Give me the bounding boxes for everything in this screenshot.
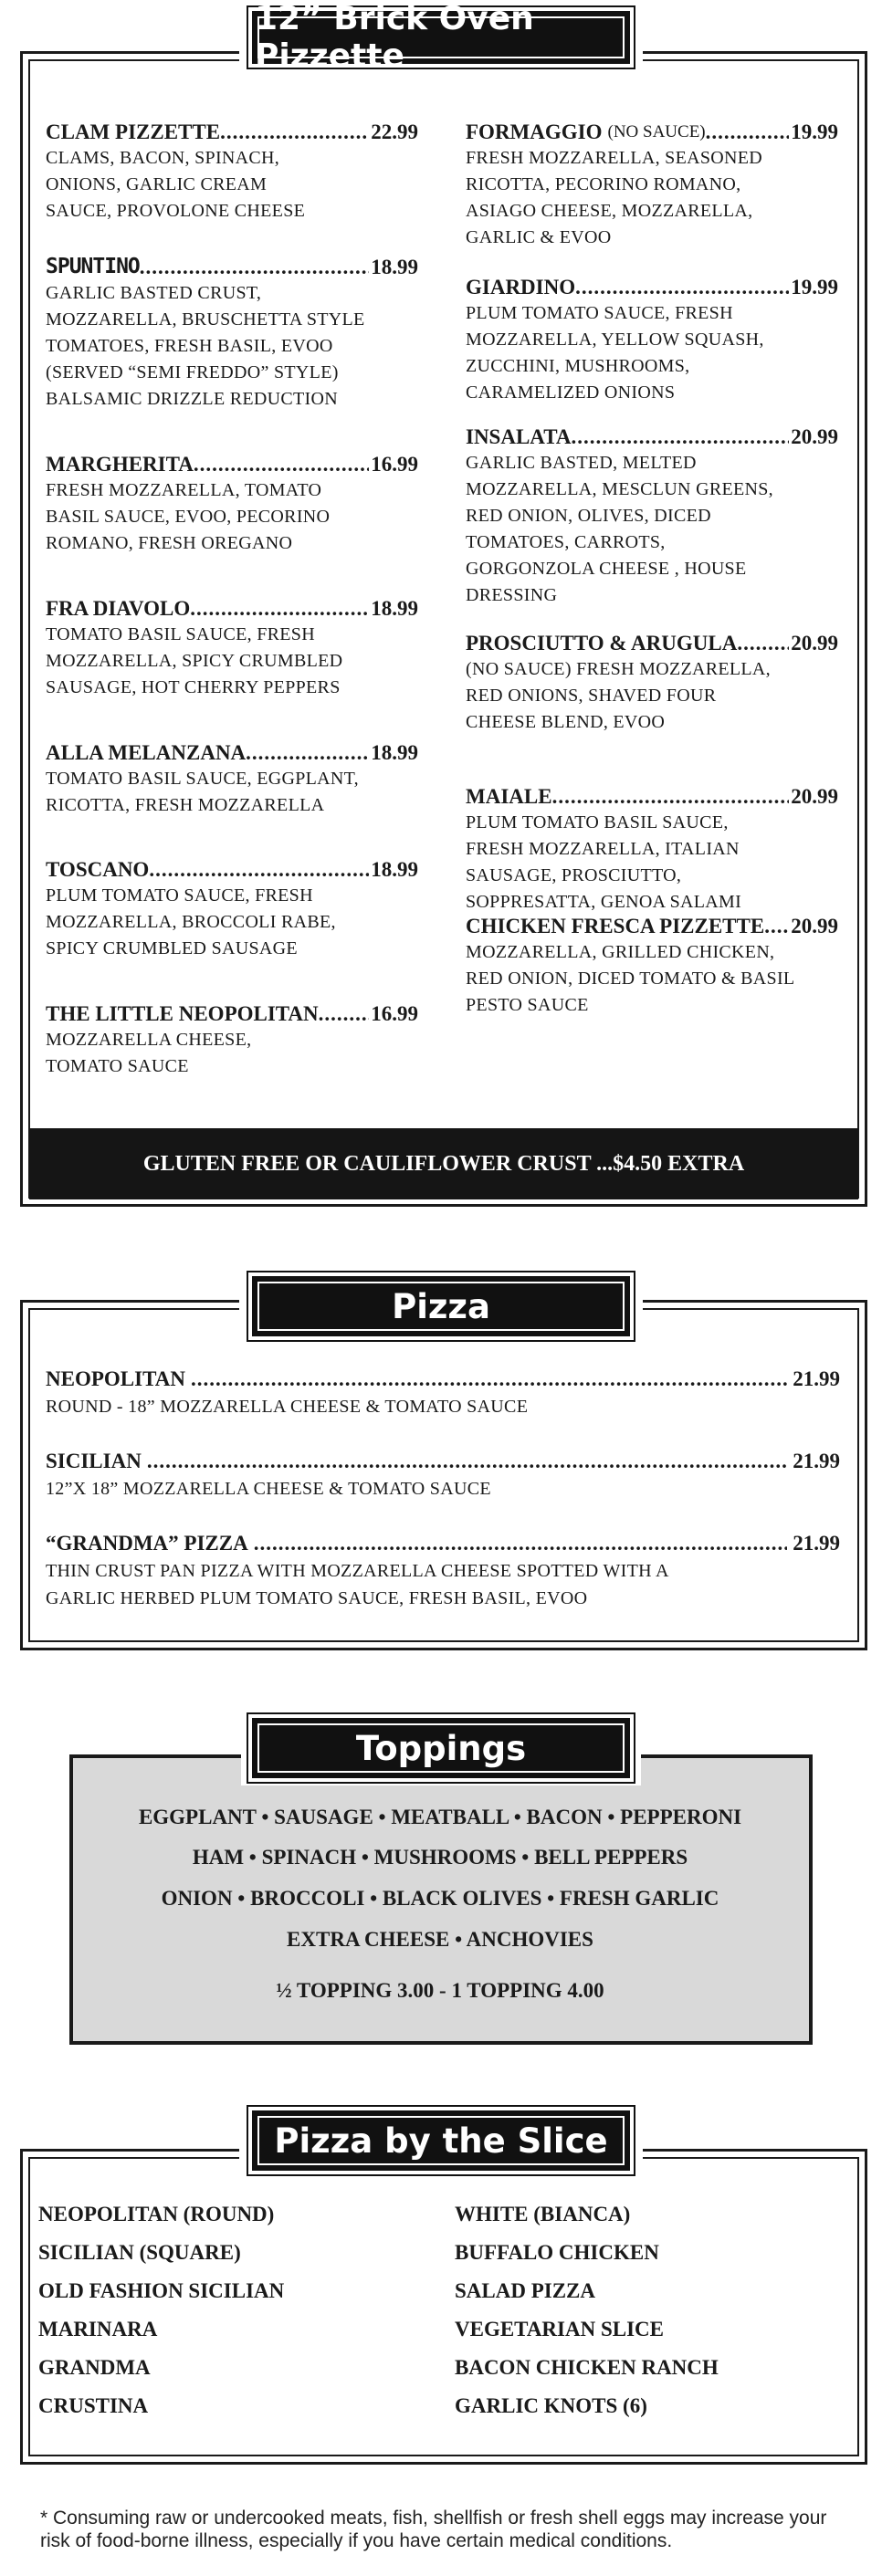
leader-dots	[220, 119, 369, 145]
item-name: FRA DIAVOLO	[46, 597, 191, 620]
item-description-line: ASIAGO CHEESE, MOZZARELLA,	[466, 201, 753, 221]
slice-item: WHITE (BIANCA)	[455, 2203, 631, 2225]
item-name: ALLA MELANZANA	[46, 741, 247, 764]
toppings-title-banner	[252, 1718, 630, 1778]
item-price: 18.99	[371, 858, 418, 881]
menu-item	[466, 274, 838, 406]
item-price: 22.99	[371, 120, 418, 143]
item-description-line: SPICY CRUMBLED SAUSAGE	[46, 938, 298, 958]
item-description-line: RICOTTA, FRESH MOZZARELLA	[46, 795, 325, 815]
item-description-line: SAUSAGE, PROSCIUTTO,	[466, 865, 682, 885]
menu-item	[466, 783, 838, 916]
item-price: 20.99	[791, 915, 838, 937]
leader-dots	[575, 274, 789, 300]
item-description-line: GARLIC HERBED PLUM TOMATO SAUCE, FRESH BASIL, EVOO	[46, 1588, 588, 1608]
menu-item	[466, 913, 838, 1019]
menu-item	[46, 254, 418, 413]
item-description-line: TOMATO SAUCE	[46, 1056, 189, 1076]
item-price: 18.99	[371, 256, 418, 278]
item-name: MAIALE	[466, 785, 552, 808]
slice-item: CRUSTINA	[38, 2394, 149, 2417]
item-name: SICILIAN	[46, 1450, 142, 1472]
item-description-line: SOPPRESATTA, GENOA SALAMI	[466, 892, 742, 912]
item-price: 19.99	[791, 120, 838, 143]
leader-dots	[246, 739, 369, 766]
item-description-line: FRESH MOZZARELLA, SEASONED	[466, 148, 763, 168]
slice-item: SALAD PIZZA	[455, 2279, 596, 2302]
item-description-line: MOZZARELLA CHEESE,	[46, 1030, 252, 1050]
item-name: MARGHERITA	[46, 453, 194, 476]
pizza-title-banner	[252, 1276, 630, 1336]
item-description-line: PLUM TOMATO SAUCE, FRESH	[46, 885, 313, 906]
item-description-line: FRESH MOZZARELLA, ITALIAN	[466, 839, 740, 859]
slice-item: NEOPOLITAN (ROUND)	[38, 2203, 275, 2225]
item-description-line: MOZZARELLA, SPICY CRUMBLED	[46, 651, 343, 671]
toppings-prices: ½ TOPPING 3.00 - 1 TOPPING 4.00	[276, 1979, 604, 2002]
item-price: 18.99	[371, 597, 418, 620]
pizzette-footer-bar	[29, 1128, 858, 1199]
slice-item: GRANDMA	[38, 2356, 151, 2379]
item-description-line: ROMANO, FRESH OREGANO	[46, 533, 293, 553]
pizza-item	[46, 1366, 840, 1420]
item-name: NEOPOLITAN	[46, 1367, 185, 1390]
item-description-line: GARLIC BASTED CRUST,	[46, 283, 262, 303]
item-description-line: TOMATO BASIL SAUCE, EGGPLANT,	[46, 769, 359, 789]
item-description-line: MOZZARELLA, YELLOW SQUASH,	[466, 330, 764, 350]
toppings-line-4: EXTRA CHEESE • ANCHOVIES	[287, 1928, 593, 1951]
menu-item	[46, 119, 418, 225]
menu-item	[46, 451, 418, 557]
item-name: “GRANDMA” PIZZA	[46, 1532, 248, 1555]
item-price: 21.99	[793, 1450, 840, 1472]
menu-item	[466, 630, 838, 736]
item-price: 18.99	[371, 741, 418, 764]
item-name: FORMAGGIO	[466, 120, 603, 143]
menu-item	[46, 595, 418, 701]
item-description-line: PLUM TOMATO SAUCE, FRESH	[466, 303, 733, 323]
slice-item: MARINARA	[38, 2318, 158, 2340]
menu-item	[466, 119, 838, 251]
item-description-line: RICOTTA, PECORINO ROMANO,	[466, 174, 741, 194]
item-price: 21.99	[793, 1367, 840, 1390]
item-description-line: SAUSAGE, HOT CHERRY PEPPERS	[46, 677, 341, 697]
item-name: PROSCIUTTO & ARUGULA	[466, 632, 738, 654]
leader-dots	[764, 913, 789, 939]
item-price: 20.99	[791, 425, 838, 448]
item-description-line: GARLIC BASTED, MELTED	[466, 453, 697, 473]
leader-dots	[147, 1448, 787, 1475]
pizzette-title-banner	[252, 0, 630, 75]
leader-dots	[552, 783, 790, 810]
item-description-line: ZUCCHINI, MUSHROOMS,	[466, 356, 690, 376]
pizzette-footer-text: GLUTEN FREE OR CAULIFLOWER CRUST ...$4.50 EXTRA	[142, 1151, 745, 1176]
item-description-line: CARAMELIZED ONIONS	[466, 382, 676, 403]
item-description-line: RED ONION, DICED TOMATO & BASIL	[466, 969, 795, 989]
item-description-line: MOZZARELLA, GRILLED CHICKEN,	[466, 942, 775, 962]
menu-item	[46, 1000, 418, 1080]
leader-dots	[149, 856, 369, 883]
item-description-line: RED ONION, OLIVES, DICED	[466, 506, 711, 526]
item-price: 20.99	[791, 632, 838, 654]
item-description-line: PESTO SAUCE	[466, 995, 589, 1015]
item-description-line: ONIONS, GARLIC CREAM	[46, 174, 268, 194]
item-description-line: (SERVED “SEMI FREDDO” STYLE)	[46, 362, 339, 382]
item-description-line: PLUM TOMATO BASIL SAUCE,	[466, 812, 729, 832]
item-name: INSALATA	[466, 425, 572, 448]
item-description-line: TOMATOES, FRESH BASIL, EVOO	[46, 336, 333, 356]
slice-item: GARLIC KNOTS (6)	[455, 2394, 647, 2417]
item-price: 16.99	[371, 1002, 418, 1025]
item-price: 19.99	[791, 276, 838, 298]
menu-item	[46, 856, 418, 962]
pizzette-title: 12” Brick Oven Pizzette	[255, 0, 534, 75]
item-description-line: BASIL SAUCE, EVOO, PECORINO	[46, 507, 331, 527]
item-description-line: CLAMS, BACON, SPINACH,	[46, 148, 280, 168]
item-name: SPUNTINO	[46, 255, 140, 278]
toppings-line-2: HAM • SPINACH • MUSHROOMS • BELL PEPPERS	[192, 1846, 688, 1869]
item-name: TOSCANO	[46, 858, 150, 881]
item-description-line: RED ONIONS, SHAVED FOUR	[466, 686, 717, 706]
leader-dots	[190, 595, 369, 622]
slices-title-banner	[252, 2110, 630, 2171]
item-description-line: GARLIC & EVOO	[466, 227, 612, 247]
slice-item: VEGETARIAN SLICE	[455, 2318, 664, 2340]
item-description-line: MOZZARELLA, BRUSCHETTA STYLE	[46, 309, 365, 330]
item-description-line: TOMATOES, CARROTS,	[466, 532, 666, 552]
pizza-item	[46, 1530, 840, 1612]
item-description-line: CHEESE BLEND, EVOO	[466, 712, 666, 732]
item-price: 21.99	[793, 1532, 840, 1555]
item-price: 16.99	[371, 453, 418, 476]
allergy-footnote: * Consuming raw or undercooked meats, fish, shellfish or fresh shell eggs may increase your risk of food-borne illness, especially if you have certain medical conditions.	[40, 2508, 827, 2551]
pizza-item	[46, 1448, 840, 1503]
leader-dots	[140, 254, 369, 280]
item-price: 20.99	[791, 785, 838, 808]
item-name: CLAM PIZZETTE	[46, 120, 221, 143]
leader-dots	[571, 424, 789, 450]
leader-dots	[191, 1366, 787, 1393]
item-description-line: GORGONZOLA CHEESE , HOUSE	[466, 559, 747, 579]
toppings-line-1: EGGPLANT • SAUSAGE • MEATBALL • BACON • PEPPERONI	[138, 1806, 742, 1828]
toppings-line-3: ONION • BROCCOLI • BLACK OLIVES • FRESH GARLIC	[161, 1887, 719, 1910]
leader-dots	[194, 451, 369, 477]
item-name: CHICKEN FRESCA PIZZETTE	[466, 915, 765, 937]
item-description-line: ROUND - 18” MOZZARELLA CHEESE & TOMATO SAUCE	[46, 1397, 529, 1417]
item-name: THE LITTLE NEOPOLITAN	[46, 1002, 319, 1025]
leader-dots	[706, 119, 790, 145]
slice-item: OLD FASHION SICILIAN	[38, 2279, 285, 2302]
leader-dots	[319, 1000, 370, 1027]
slice-item: BUFFALO CHICKEN	[455, 2241, 659, 2264]
item-name: GIARDINO	[466, 276, 576, 298]
slices-title: Pizza by the Slice	[274, 2120, 608, 2161]
item-description-line: THIN CRUST PAN PIZZA WITH MOZZARELLA CHEESE SPOTTED WITH A	[46, 1561, 669, 1581]
item-description-line: (NO SAUCE) FRESH MOZZARELLA,	[466, 659, 771, 679]
slice-item: BACON CHICKEN RANCH	[455, 2356, 719, 2379]
menu-item	[466, 424, 838, 609]
item-description-line: 12”X 18” MOZZARELLA CHEESE & TOMATO SAUCE	[46, 1479, 491, 1499]
item-description-line: SAUCE, PROVOLONE CHEESE	[46, 201, 306, 221]
item-description-line: MOZZARELLA, MESCLUN GREENS,	[466, 479, 773, 499]
item-note: (NO SAUCE)	[607, 122, 706, 141]
item-description-line: DRESSING	[466, 585, 558, 605]
toppings-title: Toppings	[355, 1728, 527, 1768]
slice-item: SICILIAN (SQUARE)	[38, 2241, 241, 2264]
leader-dots	[254, 1530, 788, 1557]
item-description-line: FRESH MOZZARELLA, TOMATO	[46, 480, 322, 500]
menu-item	[46, 739, 418, 819]
item-description-line: BALSAMIC DRIZZLE REDUCTION	[46, 389, 339, 409]
item-description-line: TOMATO BASIL SAUCE, FRESH	[46, 624, 315, 644]
pizza-title: Pizza	[392, 1286, 490, 1326]
leader-dots	[737, 630, 789, 656]
item-description-line: MOZZARELLA, BROCCOLI RABE,	[46, 912, 336, 932]
